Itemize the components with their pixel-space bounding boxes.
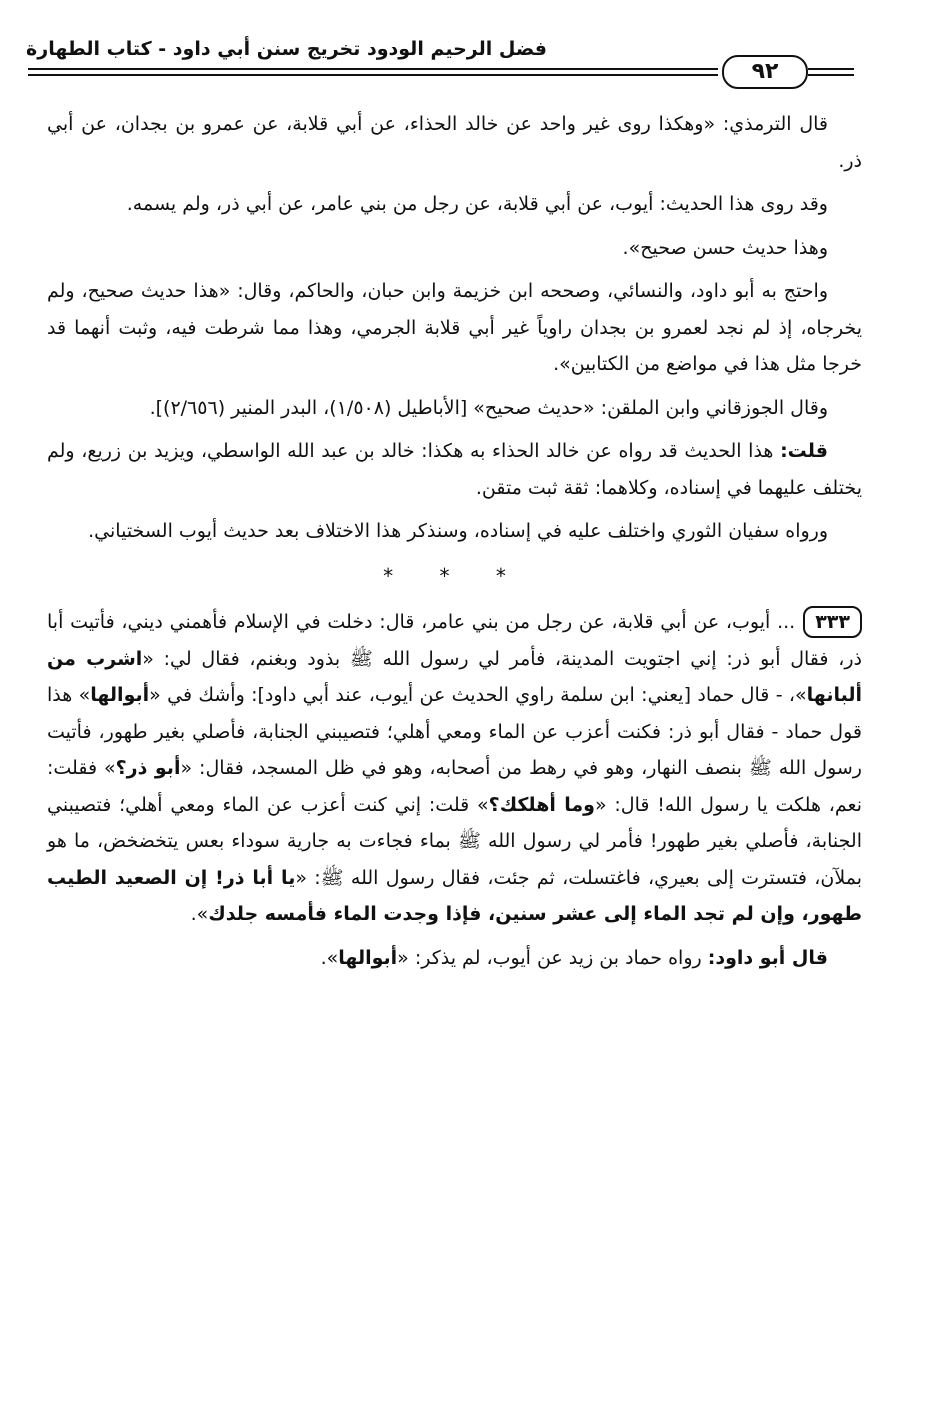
running-header-title: فضل الرحيم الودود تخريج سنن أبي داود - كتاب الطهارة: [26, 38, 547, 60]
header-rule-left-2: [28, 74, 718, 76]
abu-dawud-text: ».: [320, 946, 339, 969]
qultu-label: قلت:: [780, 440, 828, 462]
hadith-text: ... أيوب، عن أبي قلابة، عن رجل من بني عامر، قال: دخلت في الإسلام فأهمني ديني، فأتيت أبا ذر، فقال أبو ذر: إني اجتويت المدينة، فأمر لي رسول الله ﷺ بذود وبغنم، فقال لي: «: [47, 611, 862, 670]
hadith-text: » هذا قول حماد - فقال أبو ذر: فكنت أعزب عن الماء ومعي أهلي؛ فتصيبني الجنابة، فأصلي بغير طهور، فأتيت رسول الله ﷺ بنصف النهار، وهو في رهط من أصحابه، وهو في ظل المسجد، فقال: «: [47, 684, 862, 779]
hadith-quote: أبو ذر؟: [115, 757, 181, 779]
hadith-text: ».: [190, 903, 209, 925]
header-rule-right-2: [808, 74, 854, 76]
hadith-quote: وما أهلكك؟: [488, 793, 595, 816]
hadith-quote: اشرب من ألبانها: [47, 647, 863, 706]
header-rule-right: [808, 68, 854, 70]
paragraph-thawri: ورواه سفيان الثوري واختلف عليه في إسناده، وسنذكر هذا الاختلاف بعد حديث أيوب السختياني.: [88, 520, 828, 542]
abu-dawud-text: رواه حماد بن زيد عن أيوب، لم يذكر: «: [397, 946, 708, 969]
paragraph-abu-dawud: [47, 940, 862, 977]
abu-dawud-quote: أبوالها: [338, 946, 398, 969]
abu-dawud-label: قال أبو داود:: [707, 946, 828, 969]
hadith-quote: أبوالها: [90, 684, 150, 706]
hadith-text: »، - قال حماد [يعني: ابن سلمة راوي الحديث عن أيوب، عند أبي داود]: وأشك في «: [149, 684, 807, 706]
section-separator: * * *: [383, 563, 526, 588]
header-rule-left: [28, 68, 718, 70]
hadith-number-badge: ٣٣٣: [803, 606, 862, 638]
main-text: [47, 106, 862, 983]
paragraph-jawzaqani: وقال الجوزقاني وابن الملقن: «حديث صحيح» [الأباطيل (١/٥٠٨)، البدر المنير (٢/٦٥٦)].: [149, 396, 828, 419]
hadith-text: » قلت: إني كنت أعزب عن الماء ومعي أهلي؛ فتصيبني الجنابة، فأصلي بغير طهور! فأمر لي رسول الله ﷺ بماء فجاءت به جارية سوداء بعس يتخضخض، ما هو بملآن، فتسترت إلى بعيري، فاغتسلت، ثم جئت، فقال رسول الله ﷺ: «: [47, 793, 862, 889]
paragraph-qultu: [47, 433, 862, 506]
hadith-paragraph: [47, 604, 862, 933]
hadith-quote: يا أبا ذر! إن الصعيد الطيب طهور، وإن لم تجد الماء إلى عشر سنين، فإذا وجدت الماء فأمسه جلدك: [47, 866, 862, 925]
paragraph-hakim: واحتج به أبو داود، والنسائي، وصححه ابن خزيمة وابن حبان، والحاكم، وقال: «هذا حديث صحيح، ولم يخرجاه، إذ لم نجد لعمرو بن بجدان راوياً غير أبي قلابة الجرمي، وهذا مما شرطت فيه، وثبت أنهما قد خرجا مثل هذا في مواضع من الكتابين».: [47, 280, 862, 375]
paragraph-tirmidhi-2: وقد روى هذا الحديث: أيوب، عن أبي قلابة، عن رجل من بني عامر، عن أبي ذر، ولم يسمه.: [126, 193, 828, 215]
qultu-text: هذا الحديث قد رواه عن خالد الحذاء به هكذا: خالد بن عبد الله الواسطي، ويزيد بن زريع، ولم يختلف عليهما في إسناده، وكلاهما: ثقة ثبت متقن.: [47, 440, 862, 499]
page-number: ٩٢: [722, 55, 808, 89]
hadith-text: » فقلت: نعم، هلكت يا رسول الله! قال: «: [47, 757, 863, 816]
paragraph-tirmidhi-3: وهذا حديث حسن صحيح».: [622, 236, 828, 259]
paragraph-tirmidhi-1: قال الترمذي: «وهكذا روى غير واحد عن خالد الحذاء، عن أبي قلابة، عن عمرو بن بجدان، عن أبي ذر.: [47, 113, 862, 172]
